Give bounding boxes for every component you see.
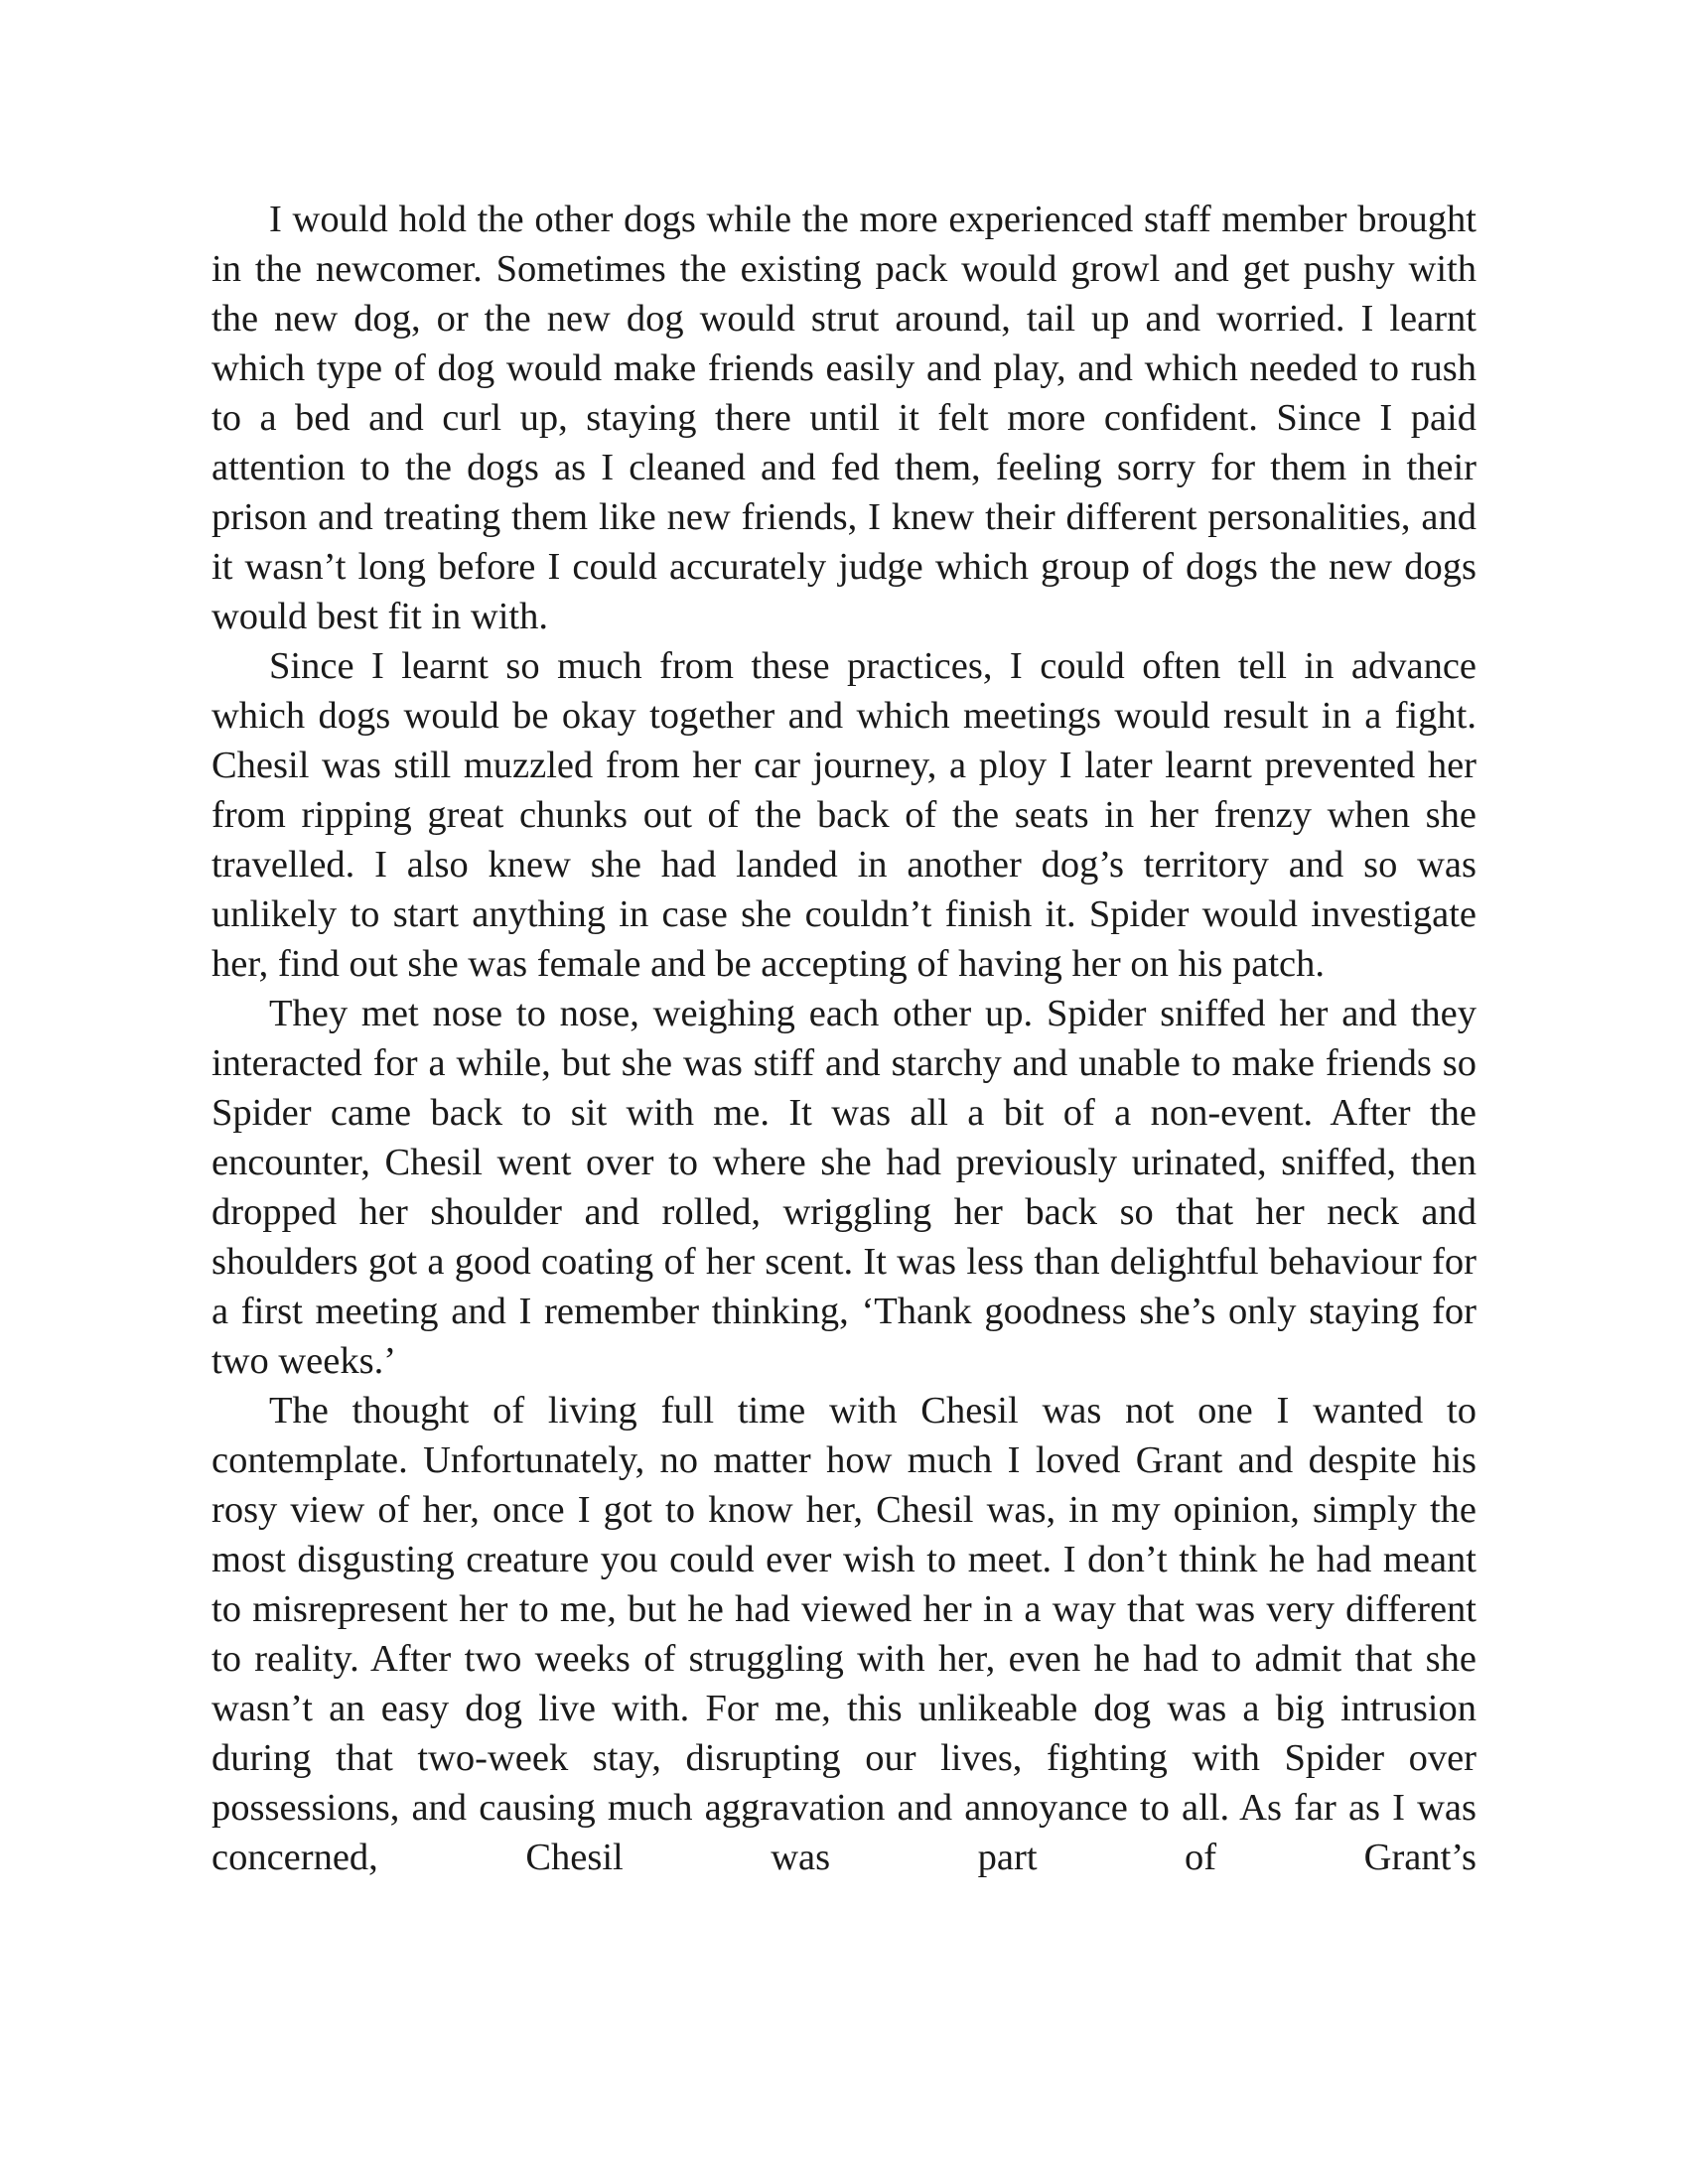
body-text <box>211 195 1477 1882</box>
paragraph-1: I would hold the other dogs while the more experienced staff member brought in the newcomer. Sometimes the existing pack would growl and get pushy with the new dog, or the new dog would strut around, tail up and worried. I learnt which type of dog would make friends easily and play, and which needed to rush to a bed and curl up, staying there until it felt more confident. Since I paid attention to the dogs as I cleaned and fed them, feeling sorry for them in their prison and treating them like new friends, I knew their different personalities, and it wasn’t long before I could accurately judge which group of dogs the new dogs would best fit in with. <box>211 199 1477 637</box>
paragraph-4: The thought of living full time with Chesil was not one I wanted to contemplate. Unfortunately, no matter how much I loved Grant and despite his rosy view of her, once I got to know her, Chesil was, in my opinion, simply the most disgusting creature you could ever wish to meet. I don’t think he had meant to misrepresent her to me, but he had viewed her in a way that was very different to reality. After two weeks of struggling with her, even he had to admit that she wasn’t an easy dog live with. For me, this unlikeable dog was a big intrusion during that two-week stay, disrupting our lives, fighting with Spider over possessions, and causing much aggravation and annoyance to all. As far as I was concerned, Chesil was part of Grant’s <box>211 1390 1477 1878</box>
paragraph-2: Since I learnt so much from these practices, I could often tell in advance which dogs would be okay together and which meetings would result in a fight. Chesil was still muzzled from her car journey, a ploy I later learnt prevented her from ripping great chunks out of the back of the seats in her frenzy when she travelled. I also knew she had landed in another dog’s territory and so was unlikely to start anything in case she couldn’t finish it. Spider would investigate her, find out she was female and be accepting of having her on his patch. <box>211 645 1477 985</box>
paragraph-3: They met nose to nose, weighing each other up. Spider sniffed her and they interacted for a while, but she was stiff and starchy and unable to make friends so Spider came back to sit with me. It was all a bit of a non-event. After the encounter, Chesil went over to where she had previously urinated, sniffed, then dropped her shoulder and rolled, wriggling her back so that her neck and shoulders got a good coating of her scent. It was less than delightful behaviour for a first meeting and I remember thinking, ‘Thank goodness she’s only staying for two weeks.’ <box>211 993 1477 1382</box>
